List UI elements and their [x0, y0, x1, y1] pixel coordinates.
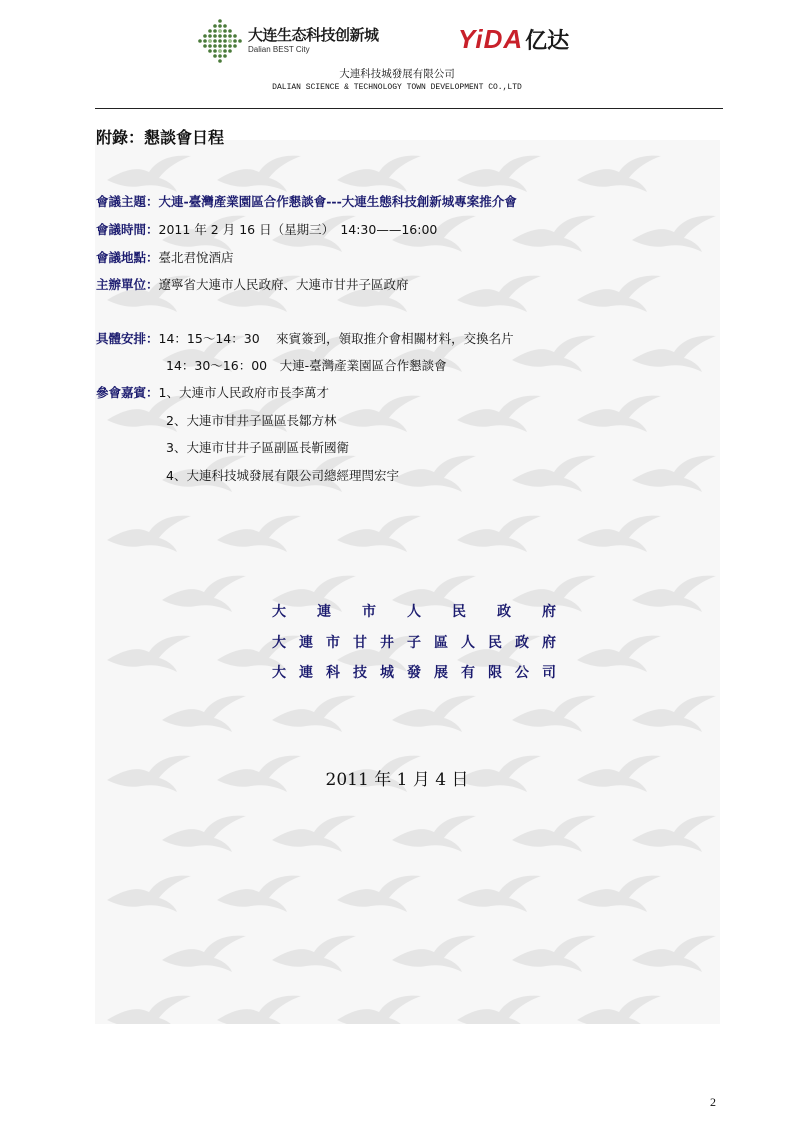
guest-item: 1、大連市人民政府市長李萬才 [158, 385, 329, 400]
document-date: 2011 年 1 月 4 日 [325, 770, 469, 790]
theme-row: 會議主題：大連-臺灣產業園區合作懇談會---大連生態科技創新城專案推介會 [96, 194, 517, 209]
bird-watermark-icon [105, 630, 195, 676]
organizer-char: 井 [380, 635, 394, 651]
organizer-char: 技 [353, 665, 367, 681]
guest-item: 4、大連科技城發展有限公司總經理閆宏宇 [166, 468, 399, 483]
organizer-char: 大 [272, 604, 286, 620]
theme-value: 大連-臺灣產業園區合作懇談會---大連生態科技創新城專案推介會 [158, 194, 517, 209]
organizer-char: 城 [380, 665, 394, 681]
schedule-row: 具體安排：14：15～14：30 來賓簽到，領取推介會相關材料，交換名片 [96, 331, 514, 346]
yida-cn-text: 亿达 [525, 29, 570, 54]
organizer-line-2 [272, 632, 556, 652]
bird-watermark-icon [455, 270, 545, 316]
time-label: 會議時間 [96, 222, 147, 237]
bird-watermark-icon [215, 150, 305, 196]
bird-watermark-icon [160, 810, 250, 856]
bird-watermark-icon [270, 690, 360, 736]
organizer-char: 大 [272, 635, 286, 651]
bird-watermark-icon [160, 930, 250, 976]
bird-watermark-icon [455, 870, 545, 916]
bird-watermark-icon [455, 390, 545, 436]
organizer-char: 政 [515, 635, 529, 651]
schedule-item: 14：15～14：30 來賓簽到，領取推介會相關材料，交換名片 [158, 331, 514, 346]
page-header [0, 0, 794, 110]
yida-logo [458, 24, 569, 54]
schedule-item: 14：30～16：00 大連-臺灣產業園區合作懇談會 [166, 358, 447, 373]
organizer-char: 司 [542, 665, 556, 681]
bird-watermark-icon [630, 570, 720, 616]
bird-watermark-icon [510, 210, 600, 256]
bird-watermark-icon [160, 690, 250, 736]
bird-watermark-icon [455, 990, 545, 1024]
bird-watermark-icon [390, 690, 480, 736]
bird-watermark-icon [575, 630, 665, 676]
bird-watermark-icon [215, 870, 305, 916]
organizer-char: 連 [317, 604, 331, 620]
organizer-char: 展 [434, 665, 448, 681]
logo-cn-text: 大连生态科技创新城 [248, 26, 379, 44]
time-row: 會議時間：2011 年 2 月 16 日（星期三） 14:30——16:00 [96, 222, 438, 237]
bird-watermark-background [95, 140, 720, 1024]
page-number: 2 [710, 1095, 716, 1109]
theme-label: 會議主題 [96, 194, 147, 209]
bird-watermark-icon [105, 990, 195, 1024]
bird-watermark-icon [105, 870, 195, 916]
organizer-line-1 [272, 601, 556, 621]
time-value: 2011 年 2 月 16 日（星期三） 14:30——16:00 [158, 222, 438, 237]
organizer-char: 區 [434, 635, 448, 651]
bird-watermark-icon [105, 150, 195, 196]
organizer-char: 有 [461, 665, 475, 681]
bird-watermark-icon [630, 810, 720, 856]
appendix-title: 附錄：懇談會日程 [96, 128, 225, 147]
guests-label: 參會嘉賓 [96, 385, 147, 400]
header-divider [95, 108, 723, 109]
guests-row: 參會嘉賓：1、大連市人民政府市長李萬才 [96, 385, 329, 400]
bird-watermark-icon [335, 870, 425, 916]
organizer-char: 甘 [353, 635, 367, 651]
host-value: 遼寧省大連市人民政府、大連市甘井子區政府 [158, 277, 409, 292]
bird-watermark-icon [575, 270, 665, 316]
organizer-char: 連 [299, 635, 313, 651]
organizer-char: 市 [326, 635, 340, 651]
bird-watermark-icon [335, 390, 425, 436]
bird-watermark-icon [575, 390, 665, 436]
bird-watermark-icon [630, 450, 720, 496]
bird-watermark-icon [630, 930, 720, 976]
bird-watermark-icon [455, 150, 545, 196]
bird-watermark-icon [335, 990, 425, 1024]
bird-watermark-icon [630, 210, 720, 256]
organizer-char: 市 [362, 604, 376, 620]
bird-watermark-icon [455, 510, 545, 556]
bird-watermark-icon [510, 450, 600, 496]
host-label: 主辦單位 [96, 277, 147, 292]
logo-en-text: Dalian BEST City [248, 45, 310, 54]
organizer-char: 限 [488, 665, 502, 681]
place-label: 會議地點 [96, 250, 147, 265]
organizer-char: 連 [299, 665, 313, 681]
place-value: 臺北君悅酒店 [158, 250, 234, 265]
guest-item: 3、大連市甘井子區副區長靳國衛 [166, 440, 349, 455]
diamond-grid-icon [196, 18, 244, 64]
bird-watermark-icon [390, 810, 480, 856]
bird-watermark-icon [335, 150, 425, 196]
bird-watermark-icon [270, 930, 360, 976]
bird-watermark-icon [630, 690, 720, 736]
bird-watermark-icon [510, 930, 600, 976]
bird-watermark-icon [105, 510, 195, 556]
guest-item: 2、大連市甘井子區區長鄒方林 [166, 413, 337, 428]
organizer-char: 公 [515, 665, 529, 681]
organizer-char: 府 [542, 604, 556, 620]
bird-watermark-icon [575, 150, 665, 196]
bird-watermark-icon [510, 690, 600, 736]
bird-watermark-icon [160, 570, 250, 616]
bird-watermark-icon [575, 510, 665, 556]
bird-watermark-icon [390, 930, 480, 976]
bird-watermark-icon [510, 810, 600, 856]
organizer-char: 大 [272, 665, 286, 681]
organizer-char: 人 [461, 635, 475, 651]
bird-watermark-icon [335, 510, 425, 556]
company-name-cn: 大連科技城發展有限公司 [339, 68, 455, 80]
organizer-char: 民 [488, 635, 502, 651]
organizer-char: 政 [497, 604, 511, 620]
organizer-char: 子 [407, 635, 421, 651]
organizer-char: 發 [407, 665, 421, 681]
host-row: 主辦單位：遼寧省大連市人民政府、大連市甘井子區政府 [96, 277, 409, 292]
organizer-line-3 [272, 662, 556, 682]
bird-watermark-icon [575, 870, 665, 916]
place-row: 會議地點：臺北君悅酒店 [96, 250, 234, 265]
bird-watermark-icon [390, 450, 480, 496]
company-name-en: DALIAN SCIENCE & TECHNOLOGY TOWN DEVELOPMENT CO.,LTD [272, 83, 522, 92]
bird-watermark-icon [215, 510, 305, 556]
organizer-char: 科 [326, 665, 340, 681]
organizer-char: 民 [452, 604, 466, 620]
bird-watermark-icon [215, 990, 305, 1024]
bird-watermark-icon [270, 810, 360, 856]
yida-en-text: YiDA [458, 24, 524, 54]
bird-watermark-icon [510, 330, 600, 376]
bird-watermark-icon [630, 330, 720, 376]
schedule-label: 具體安排 [96, 331, 147, 346]
organizer-char: 人 [407, 604, 421, 620]
bird-watermark-icon [575, 990, 665, 1024]
organizer-char: 府 [542, 635, 556, 651]
dalian-best-city-logo [196, 18, 379, 64]
